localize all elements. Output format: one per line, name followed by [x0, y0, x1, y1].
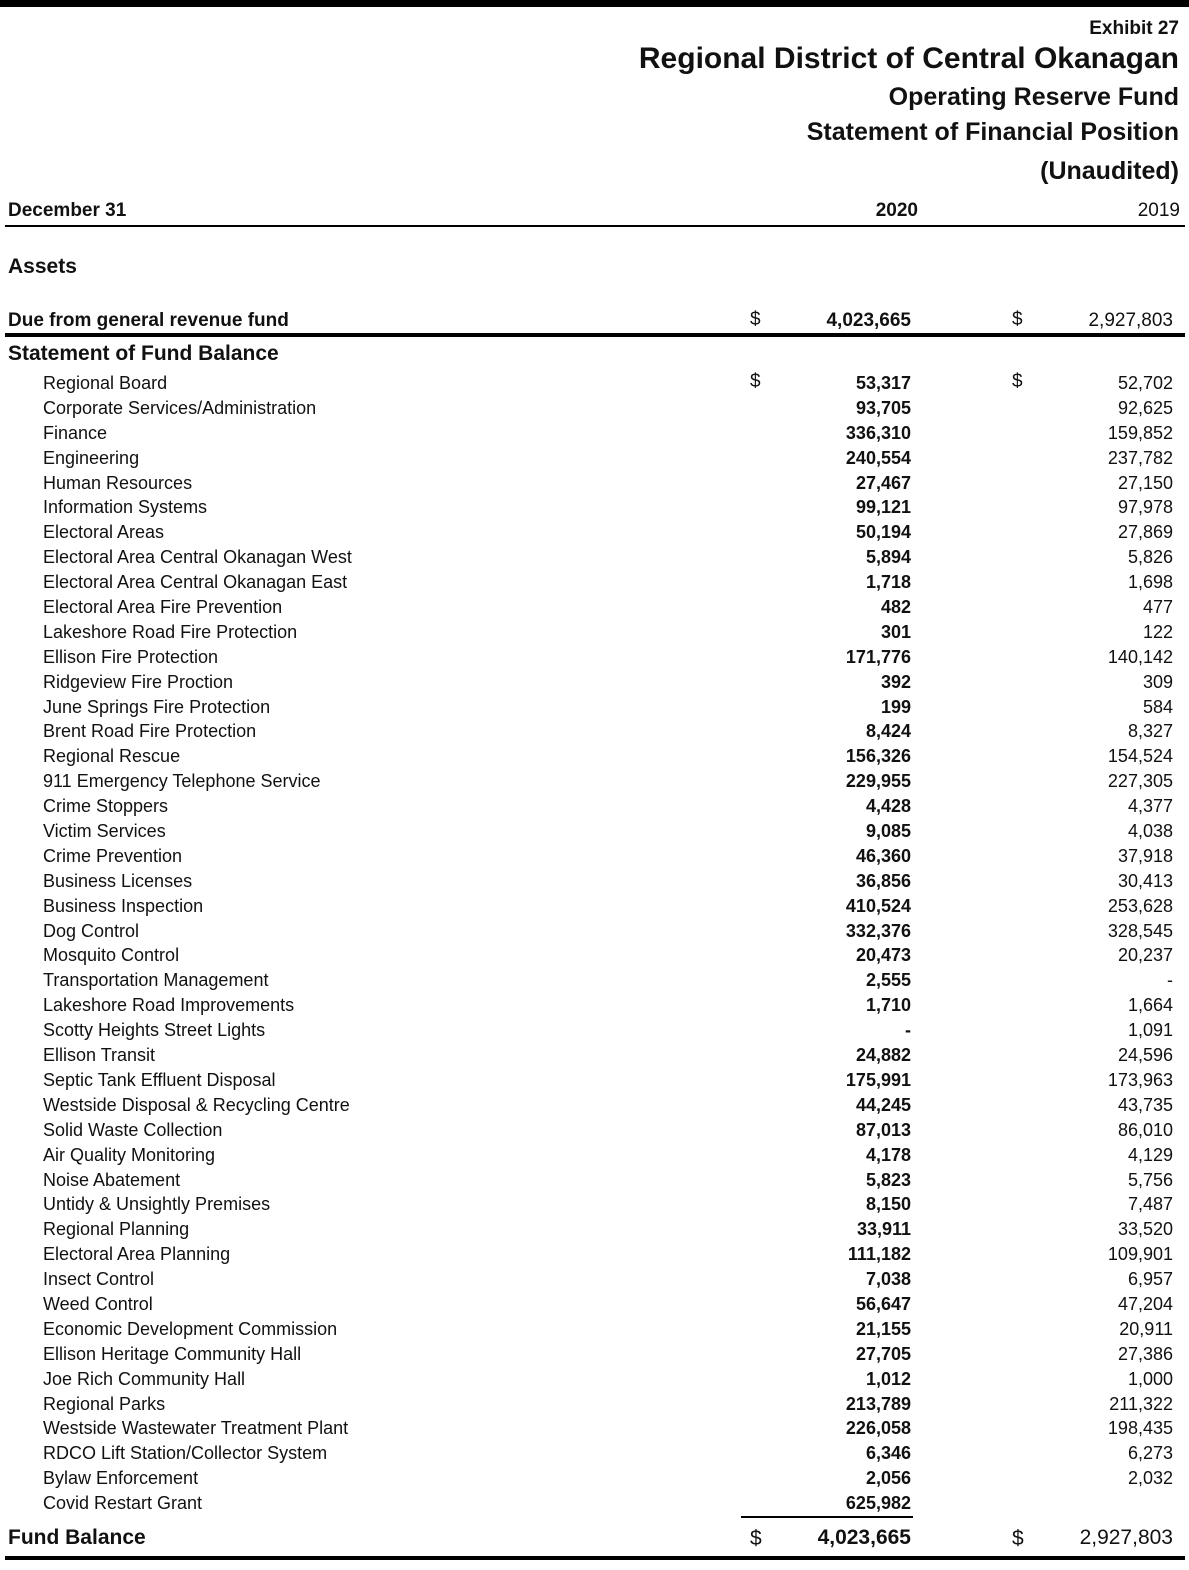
- table-row: [0, 495, 1189, 520]
- row-value-2020: 156,326: [845, 746, 911, 767]
- row-value-2019: 24,596: [1117, 1045, 1173, 1066]
- row-value-2020: 5,823: [865, 1169, 911, 1190]
- row-label: Untidy & Unsightly Premises: [43, 1194, 271, 1215]
- row-value-2019: 43,735: [1117, 1094, 1173, 1115]
- row-label: Noise Abatement: [43, 1169, 181, 1190]
- row-value-2019: 211,322: [1109, 1393, 1173, 1414]
- row-value-2020: 4,178: [865, 1144, 911, 1165]
- row-value-2019: 27,869: [1117, 522, 1173, 543]
- row-value-2020: 1,710: [865, 995, 911, 1016]
- row-value-2019: 37,918: [1117, 845, 1173, 866]
- row-value-2019: 253,628: [1107, 895, 1173, 916]
- table-row: [0, 670, 1189, 695]
- table-row: [0, 919, 1189, 944]
- table-row: [0, 1018, 1189, 1043]
- table-row: [0, 744, 1189, 769]
- row-label: Joe Rich Community Hall: [43, 1368, 246, 1389]
- row-value-2019: 5,756: [1127, 1169, 1173, 1190]
- row-label: Lakeshore Road Improvements: [43, 995, 295, 1016]
- row-value-2020: 24,882: [855, 1045, 911, 1066]
- table-row: [0, 471, 1189, 496]
- table-row: [0, 1068, 1189, 1093]
- row-value-2019: 173,963: [1107, 1069, 1173, 1090]
- table-row: [0, 1217, 1189, 1242]
- table-row: [0, 595, 1189, 620]
- dollar-sign: $: [750, 309, 761, 330]
- dollar-sign: $: [750, 1527, 762, 1550]
- row-value-2020: 36,856: [855, 870, 911, 891]
- statement-title: Statement of Financial Position: [806, 118, 1179, 146]
- row-value-2019: 1,664: [1127, 995, 1173, 1016]
- row-value-2019: 27,150: [1117, 472, 1173, 493]
- row-value-2020: 87,013: [855, 1119, 911, 1140]
- row-label: Ridgeview Fire Proction: [43, 671, 234, 692]
- assets-heading: Assets: [8, 255, 77, 278]
- row-label: Business Licenses: [43, 870, 193, 891]
- row-label: Lakeshore Road Fire Protection: [43, 621, 298, 642]
- row-value-2019: 20,237: [1117, 945, 1173, 966]
- row-label: Regional Parks: [43, 1393, 166, 1414]
- audit-status: (Unaudited): [1040, 157, 1179, 185]
- row-label: Crime Stoppers: [43, 796, 169, 817]
- row-label: 911 Emergency Telephone Service: [43, 771, 321, 792]
- row-label: Bylaw Enforcement: [43, 1468, 199, 1489]
- row-label: Ellison Heritage Community Hall: [43, 1343, 302, 1364]
- table-row: [0, 396, 1189, 421]
- dollar-sign: $: [1012, 371, 1023, 392]
- row-value-2020: 8,424: [865, 721, 911, 742]
- table-row: [0, 968, 1189, 993]
- row-value-2020: 226,058: [845, 1418, 911, 1439]
- row-value-2019: 140,142: [1107, 646, 1173, 667]
- row-value-2019: 159,852: [1107, 422, 1173, 443]
- year-2020-header: 2020: [875, 200, 918, 221]
- table-row: [0, 645, 1189, 670]
- row-label: Victim Services: [43, 821, 166, 842]
- fund-balance-2019-total: 2,927,803: [1079, 1526, 1173, 1549]
- row-label: Solid Waste Collection: [43, 1119, 223, 1140]
- due-2019-value: 2,927,803: [1088, 310, 1173, 331]
- due-from-general-revenue-label: Due from general revenue fund: [8, 310, 289, 331]
- row-label: Electoral Area Planning: [43, 1244, 231, 1265]
- row-value-2020: 99,121: [855, 497, 911, 518]
- row-value-2019: 7,487: [1127, 1194, 1173, 1215]
- table-row: [0, 1168, 1189, 1193]
- row-value-2019: -: [1167, 970, 1173, 991]
- subtotal-rule: [741, 1516, 913, 1518]
- row-label: Mosquito Control: [43, 945, 180, 966]
- row-value-2020: 332,376: [845, 920, 911, 941]
- table-row: [0, 1367, 1189, 1392]
- row-value-2020: 2,555: [865, 970, 911, 991]
- row-value-2020: 50,194: [855, 522, 911, 543]
- year-2019-header: 2019: [1137, 200, 1180, 221]
- row-value-2020: 21,155: [855, 1318, 911, 1339]
- row-label: Electoral Area Central Okanagan West: [43, 547, 352, 568]
- date-column-label: December 31: [8, 200, 127, 221]
- organization-title: Regional District of Central Okanagan: [638, 42, 1179, 75]
- row-value-2019: 4,038: [1127, 821, 1173, 842]
- table-row: [0, 1342, 1189, 1367]
- table-row: [0, 993, 1189, 1018]
- row-label: Regional Board: [43, 373, 168, 393]
- row-label: Ellison Fire Protection: [43, 646, 219, 667]
- row-value-2020: 2,056: [865, 1468, 911, 1489]
- bottom-double-rule: [5, 1556, 1185, 1560]
- row-value-2020: 44,245: [855, 1094, 911, 1115]
- row-value-2019: 2,032: [1127, 1468, 1173, 1489]
- row-value-2019: 33,520: [1117, 1219, 1173, 1240]
- row-label: Regional Rescue: [43, 746, 181, 767]
- table-row: [0, 371, 1189, 396]
- row-label: Electoral Area Fire Prevention: [43, 597, 283, 618]
- row-label: Covid Restart Grant: [43, 1493, 203, 1514]
- table-row: [0, 1466, 1189, 1491]
- row-label: Economic Development Commission: [43, 1318, 338, 1339]
- dollar-sign: $: [1012, 1527, 1024, 1550]
- row-label: Corporate Services/Administration: [43, 397, 317, 418]
- row-label: Business Inspection: [43, 895, 204, 916]
- row-value-2019: 1,000: [1127, 1368, 1173, 1389]
- table-row: [0, 844, 1189, 869]
- row-value-2019: 1,698: [1127, 572, 1173, 593]
- row-value-2020: 240,554: [845, 447, 911, 468]
- table-row: [0, 719, 1189, 744]
- row-label: Crime Prevention: [43, 845, 183, 866]
- row-label: Scotty Heights Street Lights: [43, 1020, 266, 1041]
- row-label: Air Quality Monitoring: [43, 1144, 216, 1165]
- table-row: [0, 869, 1189, 894]
- table-row: [0, 421, 1189, 446]
- table-row: [0, 794, 1189, 819]
- table-row: [0, 1093, 1189, 1118]
- row-value-2020: 392: [880, 671, 911, 692]
- row-value-2019: 328,545: [1107, 920, 1173, 941]
- row-value-2019: 20,911: [1119, 1318, 1173, 1339]
- table-row: [0, 1192, 1189, 1217]
- row-value-2019: 30,413: [1117, 870, 1173, 891]
- row-value-2019: 6,957: [1127, 1269, 1173, 1290]
- table-row: [0, 1292, 1189, 1317]
- fund-balance-total-label: Fund Balance: [8, 1526, 146, 1549]
- row-value-2020: 27,467: [855, 472, 911, 493]
- table-row: [0, 894, 1189, 919]
- row-value-2019: 198,435: [1107, 1418, 1173, 1439]
- table-row: [0, 1491, 1189, 1516]
- row-value-2020: 111,182: [847, 1244, 911, 1265]
- row-label: Westside Disposal & Recycling Centre: [43, 1094, 350, 1115]
- row-value-2020: 625,982: [845, 1493, 911, 1514]
- row-value-2020: 171,776: [845, 646, 911, 667]
- row-value-2020: 213,789: [845, 1393, 911, 1414]
- row-value-2019: 154,524: [1107, 746, 1173, 767]
- table-row: [0, 769, 1189, 794]
- row-value-2019: 92,625: [1117, 397, 1173, 418]
- row-label: June Springs Fire Protection: [43, 696, 271, 717]
- fund-balance-table: [0, 371, 1189, 1516]
- exhibit-label: Exhibit 27: [1089, 18, 1179, 39]
- table-row: [0, 819, 1189, 844]
- row-value-2019: 47,204: [1117, 1293, 1173, 1314]
- row-value-2020: 27,705: [855, 1343, 911, 1364]
- row-label: Dog Control: [43, 920, 140, 941]
- row-value-2020: 93,705: [855, 397, 911, 418]
- table-row: [0, 943, 1189, 968]
- row-value-2020: 8,150: [865, 1194, 911, 1215]
- row-label: Human Resources: [43, 472, 193, 493]
- row-label: RDCO Lift Station/Collector System: [43, 1443, 328, 1464]
- row-value-2019: 86,010: [1117, 1119, 1173, 1140]
- top-border: [0, 0, 1189, 7]
- table-row: [0, 1143, 1189, 1168]
- row-value-2020: -: [905, 1020, 911, 1041]
- row-value-2019: 477: [1142, 597, 1173, 618]
- table-row: [0, 1392, 1189, 1417]
- row-value-2020: 4,428: [865, 796, 911, 817]
- row-label: Brent Road Fire Protection: [43, 721, 257, 742]
- row-value-2019: 27,386: [1117, 1343, 1173, 1364]
- row-value-2019: 1,091: [1127, 1020, 1173, 1041]
- row-label: Septic Tank Effluent Disposal: [43, 1069, 276, 1090]
- row-label: Regional Planning: [43, 1219, 190, 1240]
- table-row: [0, 446, 1189, 471]
- row-value-2020: 410,524: [845, 895, 911, 916]
- row-value-2020: 46,360: [855, 845, 911, 866]
- row-label: Electoral Area Central Okanagan East: [43, 572, 348, 593]
- row-label: Weed Control: [43, 1293, 153, 1314]
- row-value-2020: 9,085: [865, 821, 911, 842]
- table-row: [0, 1317, 1189, 1342]
- row-label: Information Systems: [43, 497, 208, 518]
- row-value-2019: 309: [1142, 671, 1173, 692]
- row-value-2020: 1,718: [865, 572, 911, 593]
- dollar-sign: $: [750, 371, 761, 392]
- dollar-sign: $: [1012, 309, 1023, 330]
- row-value-2019: 122: [1142, 621, 1173, 642]
- row-value-2019: 4,129: [1127, 1144, 1173, 1165]
- table-row: [0, 695, 1189, 720]
- assets-rule: [5, 333, 1185, 337]
- row-value-2020: 5,894: [865, 547, 911, 568]
- fund-balance-section-title: Statement of Fund Balance: [8, 342, 279, 365]
- row-value-2019: 52,702: [1117, 373, 1173, 393]
- row-value-2020: 53,317: [855, 373, 911, 393]
- table-row: [0, 1267, 1189, 1292]
- table-row: [0, 1416, 1189, 1441]
- table-row: [0, 1118, 1189, 1143]
- row-value-2020: 6,346: [865, 1443, 911, 1464]
- row-value-2019: 97,978: [1117, 497, 1173, 518]
- row-value-2019: 237,782: [1107, 447, 1173, 468]
- row-label: Finance: [43, 422, 108, 443]
- row-value-2020: 336,310: [845, 422, 911, 443]
- table-row: [0, 1043, 1189, 1068]
- row-label: Insect Control: [43, 1269, 155, 1290]
- fund-title: Operating Reserve Fund: [888, 83, 1179, 111]
- row-label: Ellison Transit: [43, 1045, 156, 1066]
- row-value-2020: 7,038: [865, 1269, 911, 1290]
- row-value-2020: 1,012: [865, 1368, 911, 1389]
- table-row: [0, 570, 1189, 595]
- row-value-2019: 109,901: [1107, 1244, 1173, 1265]
- row-label: Engineering: [43, 447, 140, 468]
- row-value-2019: 584: [1142, 696, 1173, 717]
- table-row: [0, 1441, 1189, 1466]
- row-label: Transportation Management: [43, 970, 269, 991]
- table-row: [0, 545, 1189, 570]
- row-label: Electoral Areas: [43, 522, 165, 543]
- row-value-2019: 4,377: [1127, 796, 1173, 817]
- row-value-2019: 227,305: [1107, 771, 1173, 792]
- row-value-2020: 33,911: [856, 1219, 911, 1240]
- table-row: [0, 520, 1189, 545]
- row-value-2020: 301: [880, 621, 911, 642]
- due-2020-value: 4,023,665: [826, 310, 911, 331]
- row-value-2019: 8,327: [1127, 721, 1173, 742]
- row-label: Westside Wastewater Treatment Plant: [43, 1418, 349, 1439]
- row-value-2020: 20,473: [855, 945, 911, 966]
- row-value-2020: 482: [880, 597, 911, 618]
- table-row: [0, 620, 1189, 645]
- row-value-2020: 175,991: [845, 1069, 911, 1090]
- fund-balance-2020-total: 4,023,665: [817, 1526, 911, 1549]
- row-value-2020: 56,647: [855, 1293, 911, 1314]
- table-row: [0, 1242, 1189, 1267]
- row-value-2019: 6,273: [1127, 1443, 1173, 1464]
- row-value-2020: 229,955: [845, 771, 911, 792]
- row-value-2019: 5,826: [1127, 547, 1173, 568]
- row-value-2020: 199: [880, 696, 911, 717]
- header-rule: [5, 225, 1185, 227]
